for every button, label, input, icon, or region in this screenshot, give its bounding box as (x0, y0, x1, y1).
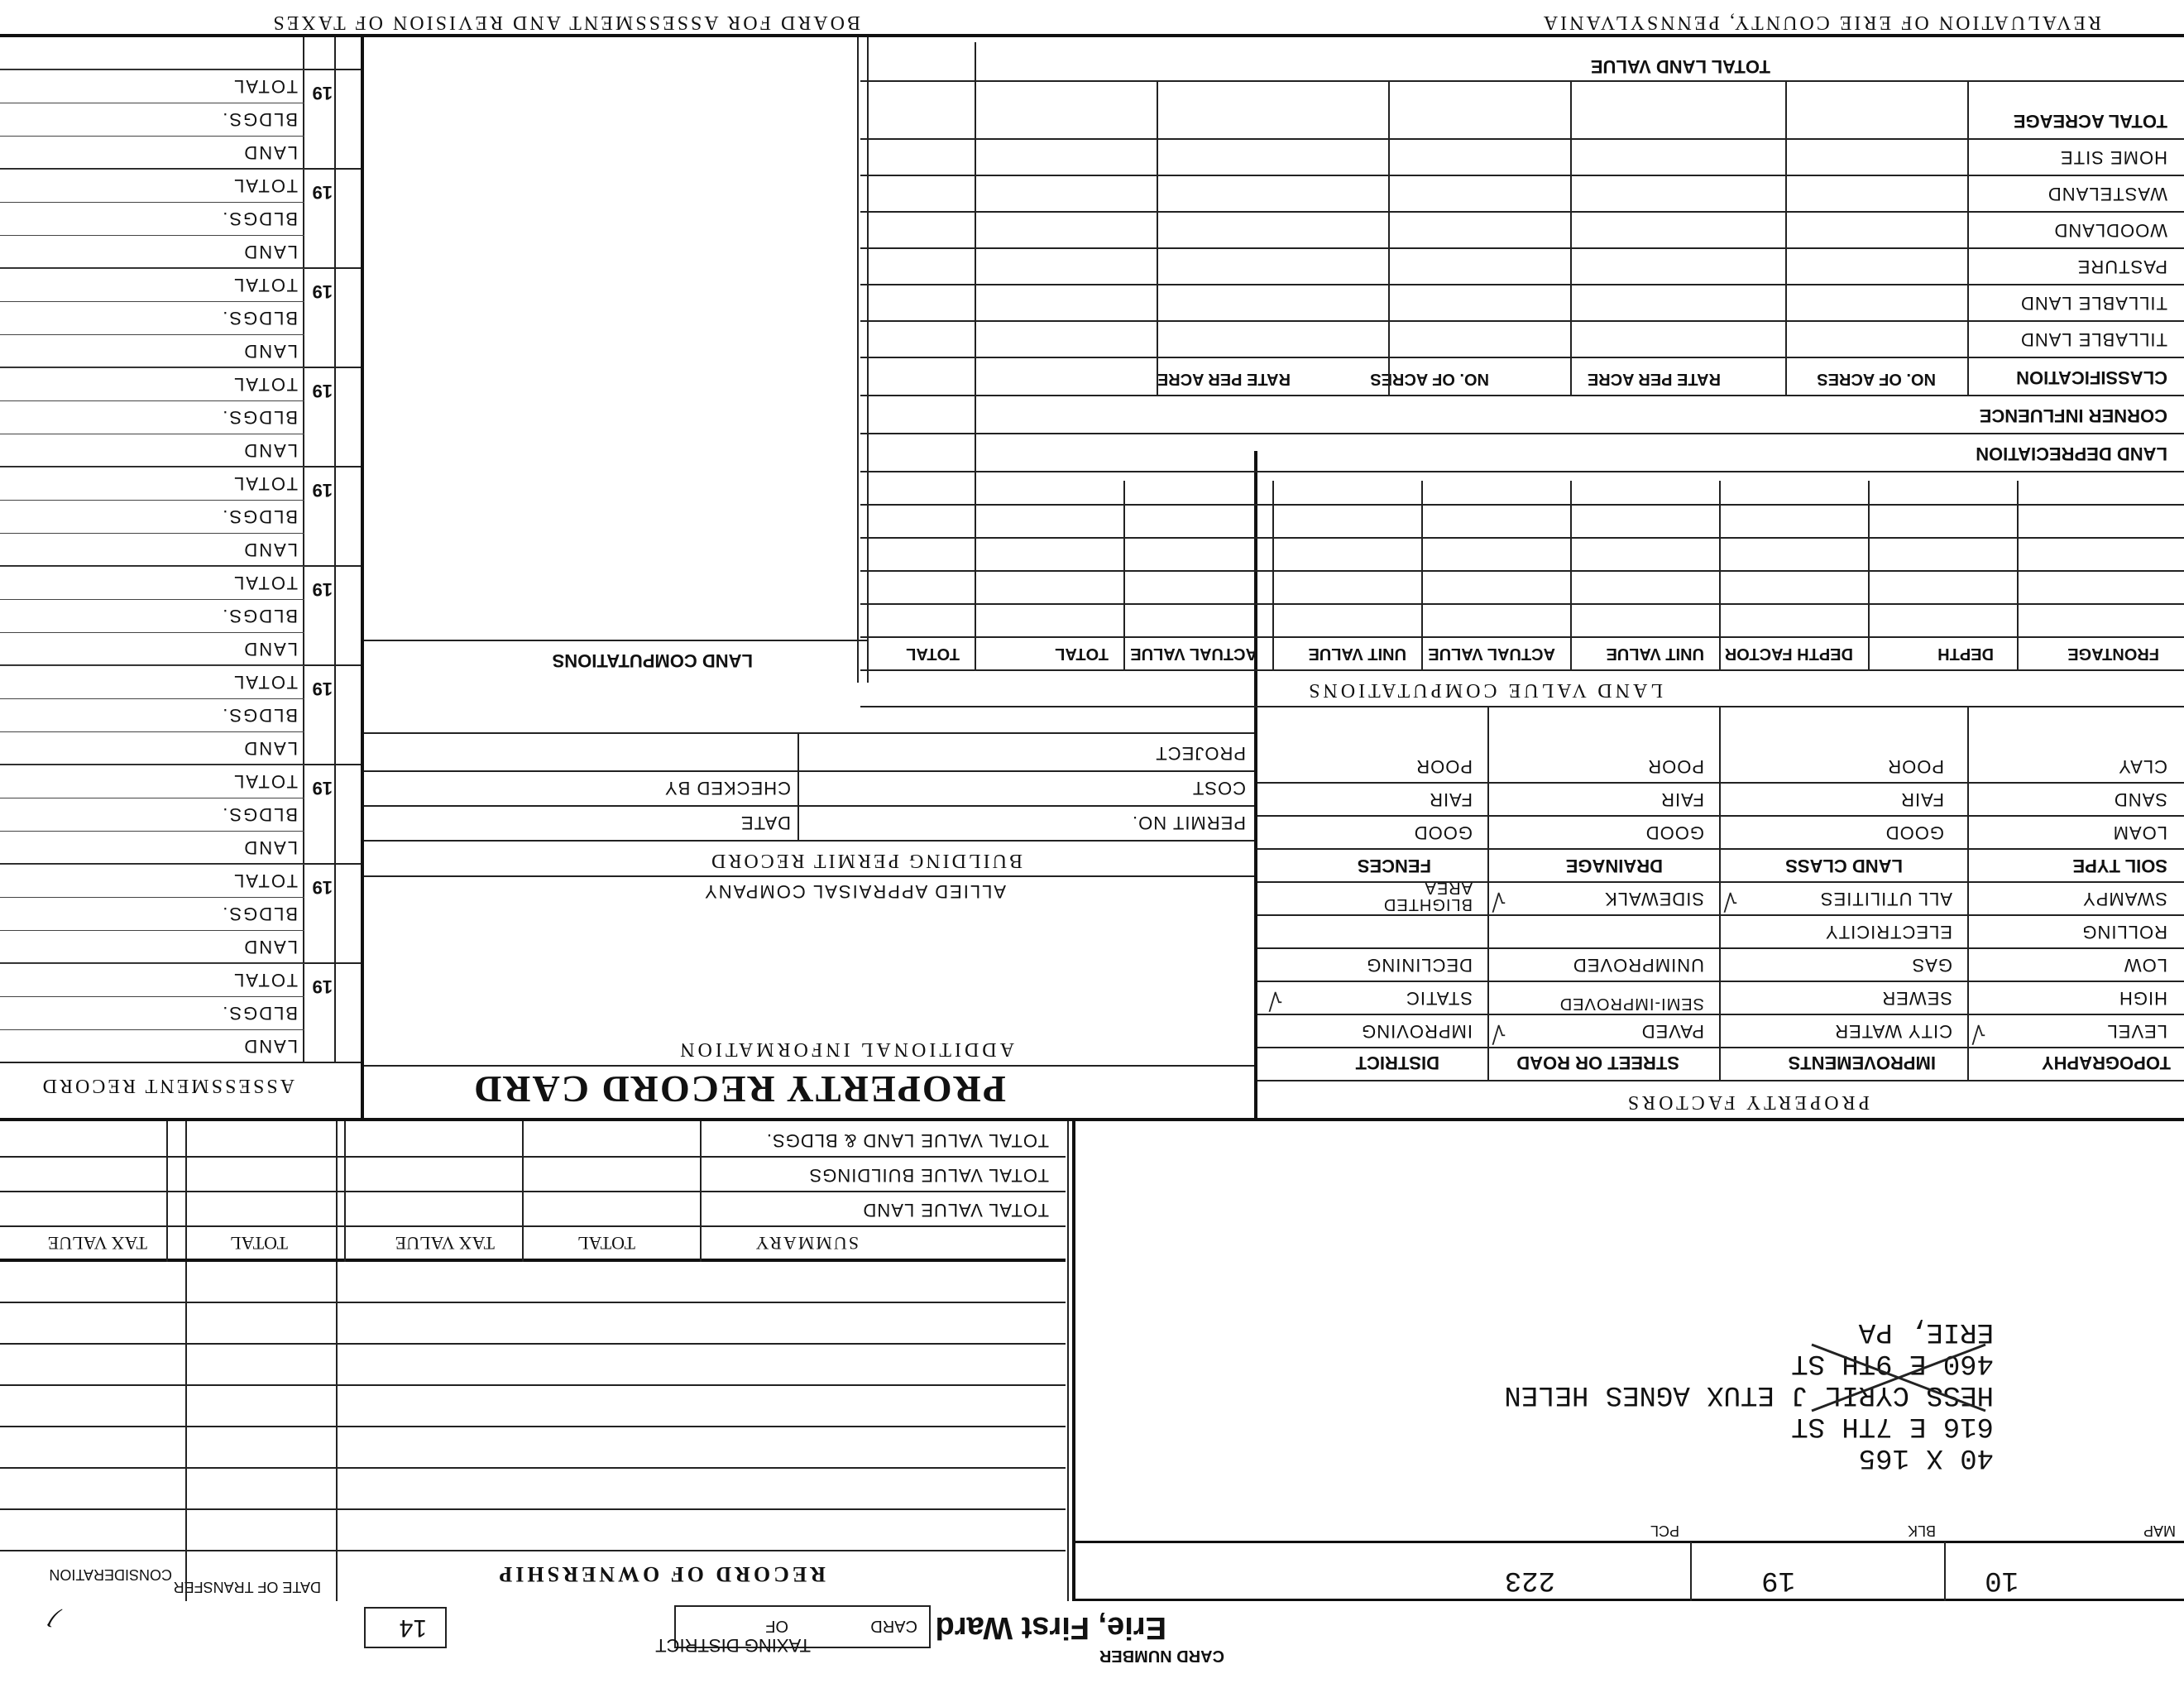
acreage-col: RATE PER ACRE (1587, 370, 1721, 388)
factor-header: TOPOGRAPHY (2041, 1053, 2171, 1073)
frontage-col: UNIT VALUE (1308, 645, 1406, 663)
summary-row-label: TOTAL VALUE LAND (862, 1200, 1049, 1220)
assessment-rows (0, 70, 361, 1063)
center-panel (364, 683, 1254, 1121)
acreage-row: TILLABLE LAND (2019, 293, 2167, 314)
assessment-row-label: LAND (242, 639, 298, 659)
land-depreciation-label: LAND DEPRECIATION (1976, 444, 2167, 464)
grade-option: FAIR (1660, 789, 1704, 810)
date-of-transfer-label: DATE OF TRANSFER (173, 1579, 321, 1595)
summary-table (0, 1121, 1066, 1262)
assessment-year: 19 (312, 679, 333, 699)
assessment-year: 19 (312, 83, 333, 103)
assessment-year: 19 (312, 182, 333, 203)
assessment-row-label: LAND (242, 738, 298, 759)
land-value-title: LAND VALUE COMPUTATIONS (1305, 679, 1663, 701)
assessment-row-label: TOTAL (232, 970, 298, 990)
street-option: SEMI-IMPROVED (1559, 995, 1704, 1013)
pcl-label: PCL (1650, 1523, 1679, 1539)
grade-option: POOR (1647, 756, 1704, 777)
soil-type: CLAY (2118, 756, 2167, 777)
owner-line: 40 X 165 (1858, 1441, 1994, 1473)
topography-option: LEVEL (2106, 1021, 2167, 1042)
assessment-row-label: TOTAL (232, 76, 298, 97)
land-computations-panel (364, 37, 869, 683)
assessment-row-label: TOTAL (232, 870, 298, 891)
assessment-year: 19 (312, 480, 333, 501)
ward-code: 14 (399, 1614, 427, 1642)
owner-line: 616 E 7TH ST (1791, 1410, 1994, 1441)
assessment-row-label: LAND (242, 440, 298, 461)
checkmark-icon: √ (1492, 887, 1506, 914)
assessment-row-label: LAND (242, 1036, 298, 1057)
summary-col: TOTAL (577, 1233, 635, 1254)
topography-option: ROLLING (2081, 922, 2167, 942)
improvement-option: SEWER (1881, 988, 1952, 1009)
appraisal-company: ALLIED APPRAISAL COMPANY (703, 881, 1006, 902)
checkmark-icon: √ (1723, 887, 1737, 914)
taxing-district-label: TAXING DISTRICT (655, 1635, 811, 1656)
assessment-year: 19 (312, 976, 333, 997)
map-label: MAP (2143, 1523, 2176, 1539)
acreage-row: PASTURE (2076, 257, 2167, 277)
frontage-col: DEPTH FACTOR (1724, 645, 1853, 663)
permit-field-label: PROJECT (1155, 743, 1246, 764)
consideration-label: CONSIDERATION (49, 1566, 172, 1583)
owner-line: 460 E 9TH ST (1791, 1347, 1994, 1379)
ward-code-box (364, 1607, 447, 1648)
acreage-col: RATE PER ACRE (1157, 370, 1291, 388)
property-factors-title: PROPERTY FACTORS (1624, 1091, 1870, 1113)
soil-header: LAND CLASS (1785, 856, 1903, 876)
assessment-row-label: TOTAL (232, 473, 298, 494)
factor-header: DISTRICT (1355, 1053, 1439, 1073)
permit-field-label: COST (1191, 778, 1246, 798)
summary-label: SUMMARY (754, 1233, 859, 1254)
assessment-row-label: BLDGS. (221, 606, 298, 626)
checkmark-icon: √ (1268, 986, 1282, 1014)
street-option: PAVED (1640, 1021, 1704, 1042)
topography-option: HIGH (2119, 988, 2167, 1009)
assessment-row-label: BLDGS. (221, 308, 298, 328)
factor-header: IMPROVEMENTS (1788, 1053, 1936, 1073)
assessment-row-label: TOTAL (232, 771, 298, 792)
assessment-row-label: TOTAL (232, 374, 298, 395)
frontage-col: ACTUAL VALUE (1130, 645, 1257, 663)
corner-influence-label: CORNER INFLUENCE (1979, 405, 2167, 426)
assessment-year: 19 (312, 381, 333, 401)
permit-field-label: DATE (740, 813, 791, 833)
soil-type: LOAM (2112, 822, 2167, 843)
acreage-col: NO. OF ACRES (1370, 370, 1489, 388)
district-option: DECLINING (1366, 955, 1473, 976)
street-option: UNIMPROVED (1572, 955, 1704, 976)
card-title: PROPERTY RECORD CARD (472, 1068, 1006, 1110)
assessment-year: 19 (312, 281, 333, 302)
soil-header: SOIL TYPE (2072, 856, 2167, 876)
acreage-row: HOME SITE (2059, 147, 2167, 168)
grade-option: GOOD (1413, 822, 1473, 843)
improvement-option: ELECTRICITY (1824, 922, 1952, 942)
acreage-row: WOODLAND (2053, 220, 2167, 241)
land-computations-title: LAND COMPUTATIONS (552, 650, 753, 671)
factor-header: STREET OR ROAD (1516, 1053, 1679, 1073)
street-option: SIDEWALK (1604, 889, 1704, 909)
taxing-district-value: Erie, First Ward (935, 1610, 1166, 1645)
summary-col: TOTAL (230, 1233, 288, 1254)
topography-option: LOW (2123, 955, 2167, 976)
soil-header: DRAINAGE (1565, 856, 1663, 876)
grade-option: GOOD (1885, 822, 1944, 843)
assessment-row-label: TOTAL (232, 175, 298, 196)
grade-option: POOR (1415, 756, 1473, 777)
frontage-col: ACTUAL VALUE (1428, 645, 1555, 663)
permit-field-label: PERMIT NO. (1132, 813, 1246, 833)
card-number-label: CARD NUMBER (1099, 1647, 1224, 1665)
assessment-row-label: BLDGS. (221, 109, 298, 130)
owner-line: ERIE, PA (1858, 1316, 1994, 1347)
land-value-computations (860, 37, 2184, 707)
map-value: 10 (1985, 1564, 2019, 1595)
assessment-row-label: TOTAL (232, 573, 298, 593)
of-label: OF (765, 1617, 788, 1635)
assessment-row-label: LAND (242, 539, 298, 560)
board-title: BOARD FOR ASSESSMENT AND REVISION OF TAXES (271, 12, 860, 33)
district-option: STATIC (1406, 988, 1473, 1009)
grade-option: GOOD (1645, 822, 1704, 843)
assessment-row-label: LAND (242, 341, 298, 362)
summary-row-label: TOTAL VALUE BUILDINGS (808, 1165, 1049, 1186)
grade-option: FAIR (1900, 789, 1944, 810)
acreage-row: TILLABLE LAND (2019, 329, 2167, 350)
improvement-option: CITY WATER (1834, 1021, 1952, 1042)
assessment-row-label: BLDGS. (221, 407, 298, 428)
assessment-year: 19 (312, 778, 333, 798)
frontage-col: TOTAL (906, 645, 960, 663)
blk-label: BLK (1907, 1523, 1936, 1539)
assessment-title: ASSESSMENT RECORD (40, 1075, 295, 1096)
frontage-col: DEPTH (1937, 645, 1994, 663)
checkmark-icon: √ (1971, 1019, 1985, 1047)
improvement-option: ALL UTILITIES (1819, 889, 1952, 909)
total-land-value-label: TOTAL LAND VALUE (1590, 56, 1770, 77)
assessment-row-label: TOTAL (232, 275, 298, 295)
strike-through-mark (1803, 1340, 1994, 1415)
assessment-row-label: LAND (242, 937, 298, 957)
assessment-row-label: LAND (242, 242, 298, 262)
summary-col: TAX VALUE (395, 1233, 495, 1254)
revaluation-title: REVALUATION OF ERIE COUNTY, PENNSYLVANIA (1540, 12, 2101, 33)
property-factors (1257, 707, 2184, 1121)
summary-row-label: TOTAL VALUE LAND & BLDGS. (765, 1130, 1049, 1151)
assessment-row-label: BLDGS. (221, 904, 298, 924)
frontage-col: TOTAL (1055, 645, 1109, 663)
permit-field-label: CHECKED BY (663, 778, 791, 798)
assessment-row-label: BLDGS. (221, 1003, 298, 1024)
assessment-row-label: BLDGS. (221, 705, 298, 726)
assessment-row-label: BLDGS. (221, 804, 298, 825)
soil-header: FENCES (1357, 856, 1431, 876)
card-label: CARD (870, 1617, 917, 1635)
assessment-row-label: BLDGS. (221, 506, 298, 527)
summary-col: TAX VALUE (47, 1233, 147, 1254)
pen-mark: ノ (41, 1604, 66, 1631)
total-acreage-label: TOTAL ACREAGE (2013, 111, 2167, 132)
grade-option: FAIR (1429, 789, 1473, 810)
frontage-col: UNIT VALUE (1606, 645, 1704, 663)
pcl-value: 223 (1504, 1564, 1555, 1595)
assessment-row-label: BLDGS. (221, 209, 298, 229)
owner-line: HESS CYRIL J ETUX AGNES HELEN (1504, 1379, 1994, 1410)
acreage-row: WASTELAND (2047, 184, 2167, 204)
district-option: BLIGHTED AREA (1382, 879, 1473, 914)
building-permit-title: BUILDING PERMIT RECORD (709, 850, 1023, 871)
classification-label: CLASSIFICATION (2016, 367, 2167, 388)
grade-option: POOR (1887, 756, 1944, 777)
blk-value: 19 (1761, 1564, 1795, 1595)
assessment-row-label: TOTAL (232, 672, 298, 693)
checkmark-icon: √ (1492, 1019, 1506, 1047)
assessment-year: 19 (312, 579, 333, 600)
soil-type: SAND (2113, 789, 2167, 810)
acreage-col: NO. OF ACRES (1817, 370, 1936, 388)
ownership-title: RECORD OF OWNERSHIP (496, 1562, 826, 1586)
assessment-row-label: LAND (242, 142, 298, 163)
assessment-row-label: LAND (242, 837, 298, 858)
assessment-year: 19 (312, 877, 333, 898)
district-option: IMPROVING (1361, 1021, 1473, 1042)
frontage-col: FRONTAGE (2067, 645, 2159, 663)
improvement-option: GAS (1911, 955, 1952, 976)
topography-option: SWAMPY (2082, 889, 2167, 909)
additional-info-title: ADDITIONAL INFORMATION (677, 1038, 1014, 1060)
